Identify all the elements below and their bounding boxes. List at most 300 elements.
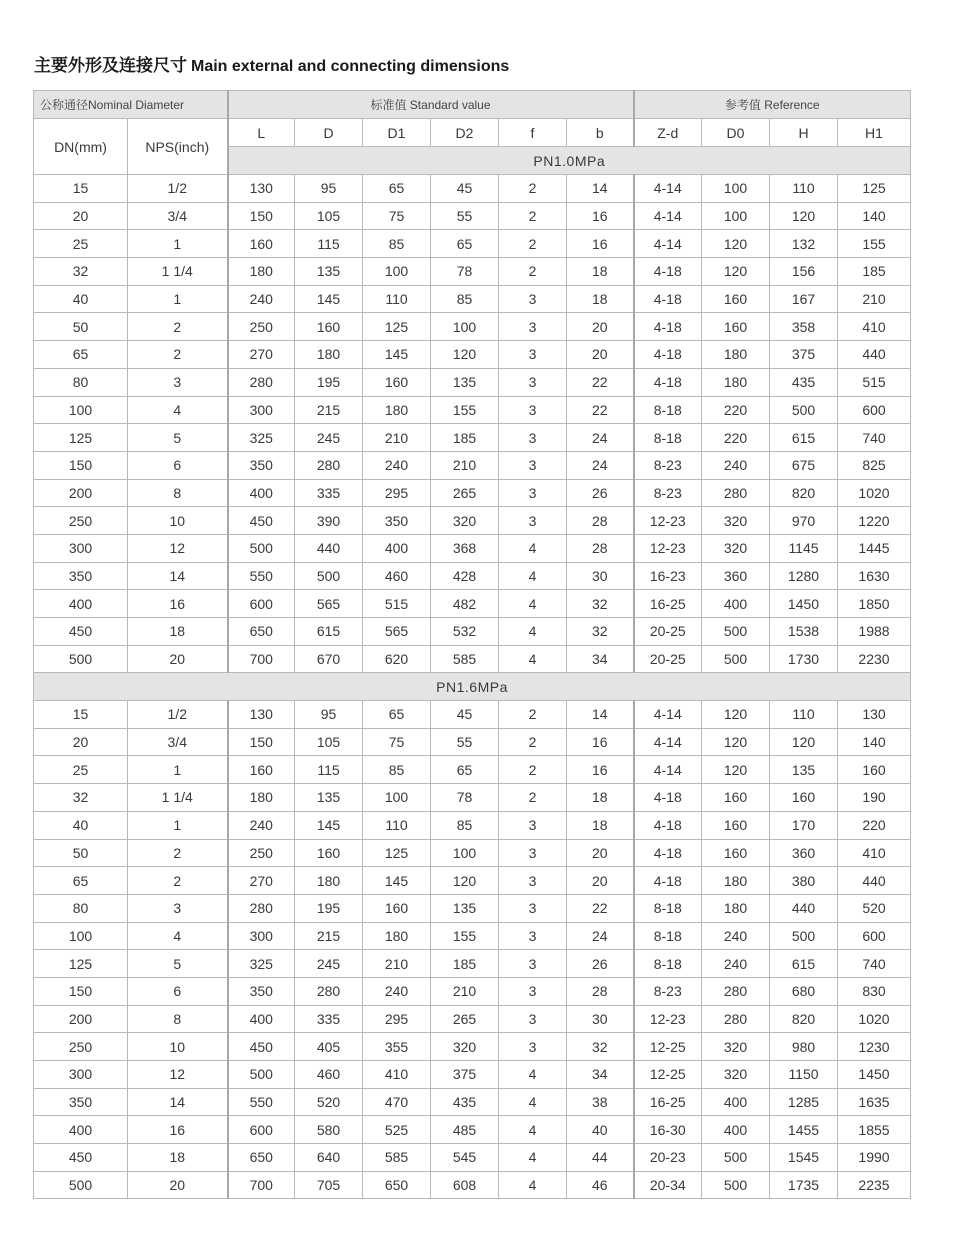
table-cell: 180 xyxy=(363,922,431,950)
table-row xyxy=(34,341,911,369)
table-cell: 300 xyxy=(34,1061,128,1089)
title-chinese: 主要外形及连接尺寸 xyxy=(34,56,187,76)
table-cell: 40 xyxy=(567,1116,634,1144)
table-cell: 210 xyxy=(431,451,499,479)
table-row xyxy=(34,396,911,424)
table-cell: 78 xyxy=(431,258,499,286)
table-cell: 320 xyxy=(431,1033,499,1061)
table-cell: 12-23 xyxy=(634,534,702,562)
table-cell: 125 xyxy=(34,950,128,978)
table-cell: 80 xyxy=(34,894,128,922)
table-cell: 410 xyxy=(838,313,911,341)
table-cell: 1 xyxy=(128,756,228,784)
table-cell: 4 xyxy=(499,1088,567,1116)
section-header-pn16 xyxy=(34,673,911,701)
col-header-d: D xyxy=(295,119,363,147)
table-cell: 1735 xyxy=(770,1171,838,1199)
table-cell: 14 xyxy=(567,701,634,729)
table-cell: 2 xyxy=(499,784,567,812)
table-cell: 125 xyxy=(363,839,431,867)
table-cell: 565 xyxy=(363,618,431,646)
table-cell: 40 xyxy=(34,285,128,313)
table-cell: 55 xyxy=(431,202,499,230)
table-cell: 16-30 xyxy=(634,1116,702,1144)
table-cell: 180 xyxy=(363,396,431,424)
table-cell: 500 xyxy=(34,1171,128,1199)
table-cell: 115 xyxy=(295,756,363,784)
table-cell: 65 xyxy=(363,701,431,729)
table-cell: 500 xyxy=(295,562,363,590)
table-cell: 428 xyxy=(431,562,499,590)
table-cell: 390 xyxy=(295,507,363,535)
table-cell: 8 xyxy=(128,1005,228,1033)
table-cell: 160 xyxy=(228,230,295,258)
table-cell: 4 xyxy=(499,1144,567,1172)
table-cell: 95 xyxy=(295,701,363,729)
table-cell: 180 xyxy=(702,368,770,396)
table-cell: 18 xyxy=(567,285,634,313)
table-cell: 14 xyxy=(128,562,228,590)
table-cell: 20 xyxy=(567,313,634,341)
table-cell: 10 xyxy=(128,507,228,535)
table-cell: 320 xyxy=(431,507,499,535)
table-cell: 75 xyxy=(363,202,431,230)
table-cell: 1630 xyxy=(838,562,911,590)
table-cell: 105 xyxy=(295,202,363,230)
table-cell: 15 xyxy=(34,701,128,729)
table-cell: 250 xyxy=(34,1033,128,1061)
table-row xyxy=(34,784,911,812)
table-cell: 1855 xyxy=(838,1116,911,1144)
table-cell: 485 xyxy=(431,1116,499,1144)
table-row xyxy=(34,507,911,535)
table-cell: 280 xyxy=(702,479,770,507)
table-cell: 3 xyxy=(499,1005,567,1033)
section-label-pn10: PN1.0MPa xyxy=(228,147,911,175)
table-cell: 1635 xyxy=(838,1088,911,1116)
table-cell: 16-23 xyxy=(634,562,702,590)
table-cell: 3 xyxy=(499,451,567,479)
table-cell: 44 xyxy=(567,1144,634,1172)
table-cell: 532 xyxy=(431,618,499,646)
table-cell: 120 xyxy=(702,728,770,756)
table-cell: 95 xyxy=(295,175,363,203)
table-cell: 200 xyxy=(34,1005,128,1033)
table-cell: 215 xyxy=(295,396,363,424)
col-header-z-d: Z-d xyxy=(634,119,702,147)
table-cell: 145 xyxy=(295,285,363,313)
table-cell: 675 xyxy=(770,451,838,479)
table-cell: 25 xyxy=(34,756,128,784)
table-cell: 125 xyxy=(34,424,128,452)
table-cell: 1450 xyxy=(838,1061,911,1089)
table-cell: 160 xyxy=(363,368,431,396)
table-cell: 4 xyxy=(499,590,567,618)
table-row xyxy=(34,590,911,618)
table-cell: 120 xyxy=(770,202,838,230)
table-cell: 1020 xyxy=(838,1005,911,1033)
table-cell: 5 xyxy=(128,950,228,978)
table-cell: 608 xyxy=(431,1171,499,1199)
table-cell: 65 xyxy=(34,867,128,895)
table-cell: 185 xyxy=(431,424,499,452)
table-cell: 280 xyxy=(702,1005,770,1033)
table-cell: 2 xyxy=(128,867,228,895)
table-row xyxy=(34,368,911,396)
table-cell: 100 xyxy=(363,784,431,812)
table-cell: 320 xyxy=(702,534,770,562)
table-cell: 615 xyxy=(770,424,838,452)
table-cell: 350 xyxy=(228,451,295,479)
table-cell: 520 xyxy=(295,1088,363,1116)
table-cell: 85 xyxy=(431,811,499,839)
table-row xyxy=(34,867,911,895)
table-cell: 130 xyxy=(228,175,295,203)
table-cell: 120 xyxy=(702,230,770,258)
table-cell: 150 xyxy=(34,451,128,479)
section-body-pn10 xyxy=(34,175,911,673)
col-header-h: H xyxy=(770,119,838,147)
table-cell: 195 xyxy=(295,894,363,922)
table-cell: 1 1/4 xyxy=(128,258,228,286)
table-cell: 3 xyxy=(499,396,567,424)
table-cell: 140 xyxy=(838,728,911,756)
table-cell: 6 xyxy=(128,977,228,1005)
table-cell: 3/4 xyxy=(128,728,228,756)
table-cell: 135 xyxy=(295,258,363,286)
table-cell: 20-25 xyxy=(634,618,702,646)
table-row xyxy=(34,534,911,562)
table-cell: 270 xyxy=(228,341,295,369)
table-row xyxy=(34,839,911,867)
table-cell: 12 xyxy=(128,1061,228,1089)
table-cell: 300 xyxy=(34,534,128,562)
table-cell: 16-25 xyxy=(634,590,702,618)
table-cell: 156 xyxy=(770,258,838,286)
table-cell: 620 xyxy=(363,645,431,673)
table-cell: 3 xyxy=(499,977,567,1005)
title-english: Main external and connecting dimensions xyxy=(191,58,510,75)
table-cell: 16 xyxy=(567,756,634,784)
table-cell: 700 xyxy=(228,645,295,673)
table-cell: 460 xyxy=(363,562,431,590)
table-cell: 170 xyxy=(770,811,838,839)
col-header-d0: D0 xyxy=(702,119,770,147)
table-cell: 50 xyxy=(34,839,128,867)
table-cell: 280 xyxy=(295,451,363,479)
table-cell: 120 xyxy=(702,258,770,286)
table-cell: 150 xyxy=(34,977,128,1005)
table-cell: 32 xyxy=(567,618,634,646)
table-cell: 195 xyxy=(295,368,363,396)
col-header-l: L xyxy=(228,119,295,147)
table-cell: 1730 xyxy=(770,645,838,673)
table-cell: 4 xyxy=(499,562,567,590)
table-cell: 500 xyxy=(702,645,770,673)
table-cell: 3/4 xyxy=(128,202,228,230)
table-cell: 180 xyxy=(702,867,770,895)
table-cell: 3 xyxy=(499,368,567,396)
table-cell: 155 xyxy=(431,922,499,950)
table-cell: 160 xyxy=(228,756,295,784)
table-cell: 1 xyxy=(128,230,228,258)
table-cell: 28 xyxy=(567,977,634,1005)
table-cell: 335 xyxy=(295,479,363,507)
table-cell: 30 xyxy=(567,1005,634,1033)
table-cell: 65 xyxy=(34,341,128,369)
table-cell: 20-25 xyxy=(634,645,702,673)
table-row xyxy=(34,977,911,1005)
table-cell: 220 xyxy=(702,396,770,424)
table-cell: 20 xyxy=(34,728,128,756)
table-cell: 1445 xyxy=(838,534,911,562)
table-cell: 600 xyxy=(838,396,911,424)
table-cell: 18 xyxy=(567,811,634,839)
table-cell: 4-18 xyxy=(634,811,702,839)
table-cell: 280 xyxy=(228,368,295,396)
table-cell: 4 xyxy=(499,1061,567,1089)
table-cell: 18 xyxy=(567,784,634,812)
table-cell: 470 xyxy=(363,1088,431,1116)
table-cell: 16 xyxy=(567,728,634,756)
table-cell: 375 xyxy=(770,341,838,369)
table-cell: 32 xyxy=(34,784,128,812)
table-row xyxy=(34,1033,911,1061)
table-cell: 160 xyxy=(702,784,770,812)
table-cell: 120 xyxy=(431,867,499,895)
table-cell: 585 xyxy=(431,645,499,673)
table-cell: 75 xyxy=(363,728,431,756)
table-cell: 400 xyxy=(702,1088,770,1116)
table-cell: 3 xyxy=(499,839,567,867)
table-row xyxy=(34,1005,911,1033)
table-cell: 825 xyxy=(838,451,911,479)
table-cell: 200 xyxy=(34,479,128,507)
table-cell: 740 xyxy=(838,424,911,452)
table-row xyxy=(34,756,911,784)
table-cell: 250 xyxy=(228,839,295,867)
table-cell: 2235 xyxy=(838,1171,911,1199)
table-cell: 20 xyxy=(567,839,634,867)
table-cell: 4-14 xyxy=(634,756,702,784)
table-cell: 2 xyxy=(499,202,567,230)
table-cell: 295 xyxy=(363,1005,431,1033)
table-cell: 20 xyxy=(567,341,634,369)
table-cell: 2 xyxy=(128,313,228,341)
table-cell: 280 xyxy=(228,894,295,922)
table-cell: 34 xyxy=(567,1061,634,1089)
table-cell: 515 xyxy=(363,590,431,618)
table-cell: 20 xyxy=(128,645,228,673)
table-cell: 20 xyxy=(128,1171,228,1199)
table-cell: 1285 xyxy=(770,1088,838,1116)
table-row xyxy=(34,645,911,673)
table-cell: 1020 xyxy=(838,479,911,507)
table-cell: 100 xyxy=(34,922,128,950)
table-cell: 4-18 xyxy=(634,313,702,341)
table-cell: 2 xyxy=(499,258,567,286)
table-cell: 4-18 xyxy=(634,839,702,867)
table-cell: 355 xyxy=(363,1033,431,1061)
col-header-h1: H1 xyxy=(838,119,911,147)
table-cell: 600 xyxy=(228,590,295,618)
table-cell: 4 xyxy=(499,1116,567,1144)
table-cell: 100 xyxy=(431,839,499,867)
table-cell: 400 xyxy=(702,1116,770,1144)
section-label-pn16: PN1.6MPa xyxy=(34,673,911,701)
table-cell: 3 xyxy=(128,894,228,922)
table-cell: 28 xyxy=(567,534,634,562)
table-cell: 160 xyxy=(838,756,911,784)
table-cell: 1450 xyxy=(770,590,838,618)
col-header-d1: D1 xyxy=(363,119,431,147)
col-header-d2: D2 xyxy=(431,119,499,147)
table-cell: 4 xyxy=(499,618,567,646)
table-cell: 185 xyxy=(431,950,499,978)
table-cell: 8-23 xyxy=(634,977,702,1005)
table-cell: 240 xyxy=(363,451,431,479)
table-row xyxy=(34,562,911,590)
table-cell: 3 xyxy=(499,922,567,950)
table-row xyxy=(34,728,911,756)
table-cell: 320 xyxy=(702,1061,770,1089)
table-cell: 18 xyxy=(128,618,228,646)
table-cell: 16-25 xyxy=(634,1088,702,1116)
table-row xyxy=(34,950,911,978)
table-cell: 600 xyxy=(228,1116,295,1144)
table-cell: 22 xyxy=(567,368,634,396)
table-cell: 3 xyxy=(499,507,567,535)
table-cell: 55 xyxy=(431,728,499,756)
table-cell: 350 xyxy=(34,1088,128,1116)
table-cell: 14 xyxy=(567,175,634,203)
table-cell: 50 xyxy=(34,313,128,341)
table-cell: 160 xyxy=(295,839,363,867)
table-cell: 3 xyxy=(499,867,567,895)
table-cell: 6 xyxy=(128,451,228,479)
table-cell: 1538 xyxy=(770,618,838,646)
table-cell: 1 1/4 xyxy=(128,784,228,812)
table-cell: 125 xyxy=(363,313,431,341)
table-cell: 130 xyxy=(838,701,911,729)
table-cell: 450 xyxy=(228,507,295,535)
table-cell: 167 xyxy=(770,285,838,313)
table-cell: 245 xyxy=(295,950,363,978)
table-row xyxy=(34,285,911,313)
table-cell: 580 xyxy=(295,1116,363,1144)
table-cell: 500 xyxy=(34,645,128,673)
table-cell: 140 xyxy=(838,202,911,230)
table-cell: 12-23 xyxy=(634,507,702,535)
table-cell: 500 xyxy=(228,534,295,562)
table-cell: 190 xyxy=(838,784,911,812)
table-cell: 2230 xyxy=(838,645,911,673)
table-cell: 2 xyxy=(499,175,567,203)
table-cell: 700 xyxy=(228,1171,295,1199)
table-row xyxy=(34,1088,911,1116)
table-cell: 85 xyxy=(363,756,431,784)
table-cell: 85 xyxy=(363,230,431,258)
table-cell: 4-18 xyxy=(634,368,702,396)
table-cell: 980 xyxy=(770,1033,838,1061)
table-row xyxy=(34,922,911,950)
table-cell: 100 xyxy=(34,396,128,424)
table-cell: 400 xyxy=(363,534,431,562)
table-row xyxy=(34,479,911,507)
table-cell: 280 xyxy=(702,977,770,1005)
table-cell: 100 xyxy=(702,175,770,203)
table-cell: 160 xyxy=(363,894,431,922)
table-row xyxy=(34,1116,911,1144)
table-cell: 240 xyxy=(228,811,295,839)
table-cell: 46 xyxy=(567,1171,634,1199)
table-cell: 350 xyxy=(228,977,295,1005)
table-cell: 78 xyxy=(431,784,499,812)
nominal-diameter-header: 公称通径Nominal Diameter xyxy=(34,91,228,119)
table-cell: 8-18 xyxy=(634,396,702,424)
table-cell: 135 xyxy=(770,756,838,784)
table-cell: 325 xyxy=(228,424,295,452)
table-cell: 3 xyxy=(499,313,567,341)
table-cell: 4-18 xyxy=(634,341,702,369)
table-cell: 65 xyxy=(431,230,499,258)
table-cell: 3 xyxy=(128,368,228,396)
table-cell: 34 xyxy=(567,645,634,673)
table-cell: 525 xyxy=(363,1116,431,1144)
table-cell: 4 xyxy=(499,645,567,673)
table-cell: 2 xyxy=(128,839,228,867)
table-cell: 440 xyxy=(770,894,838,922)
table-cell: 1545 xyxy=(770,1144,838,1172)
table-cell: 375 xyxy=(431,1061,499,1089)
table-row xyxy=(34,313,911,341)
table-cell: 160 xyxy=(702,839,770,867)
table-cell: 300 xyxy=(228,396,295,424)
table-cell: 265 xyxy=(431,1005,499,1033)
table-cell: 4-14 xyxy=(634,728,702,756)
table-cell: 360 xyxy=(702,562,770,590)
table-cell: 8 xyxy=(128,479,228,507)
table-cell: 280 xyxy=(295,977,363,1005)
table-cell: 15 xyxy=(34,175,128,203)
table-cell: 500 xyxy=(770,396,838,424)
col-header-b: b xyxy=(567,119,634,147)
table-cell: 160 xyxy=(702,285,770,313)
table-cell: 1988 xyxy=(838,618,911,646)
table-cell: 8-18 xyxy=(634,894,702,922)
table-cell: 250 xyxy=(228,313,295,341)
table-cell: 20-34 xyxy=(634,1171,702,1199)
table-cell: 970 xyxy=(770,507,838,535)
table-cell: 65 xyxy=(431,756,499,784)
table-cell: 135 xyxy=(431,368,499,396)
table-cell: 4-18 xyxy=(634,258,702,286)
table-cell: 110 xyxy=(363,811,431,839)
table-cell: 125 xyxy=(838,175,911,203)
table-cell: 22 xyxy=(567,894,634,922)
table-cell: 1145 xyxy=(770,534,838,562)
page-title xyxy=(34,52,509,80)
table-cell: 360 xyxy=(770,839,838,867)
table-cell: 150 xyxy=(228,202,295,230)
table-cell: 8-23 xyxy=(634,479,702,507)
table-cell: 100 xyxy=(702,202,770,230)
table-cell: 160 xyxy=(702,811,770,839)
table-cell: 450 xyxy=(228,1033,295,1061)
table-cell: 450 xyxy=(34,1144,128,1172)
table-cell: 120 xyxy=(770,728,838,756)
table-cell: 3 xyxy=(499,341,567,369)
